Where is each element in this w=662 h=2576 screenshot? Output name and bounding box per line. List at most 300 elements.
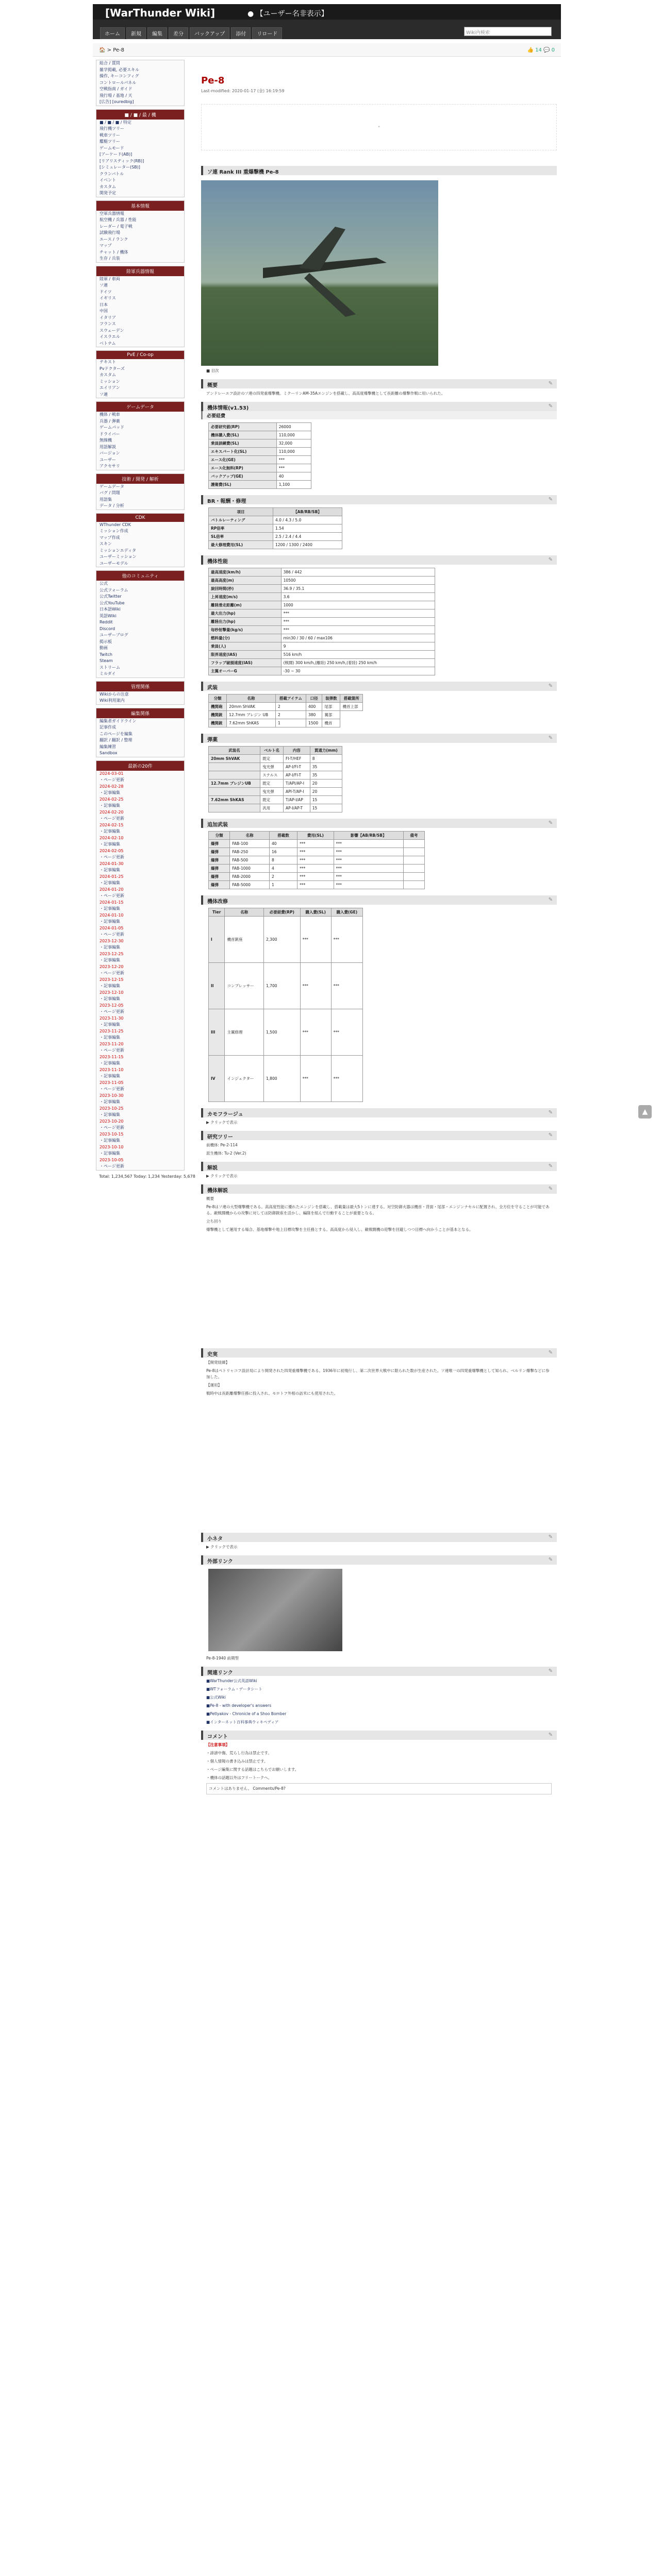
breadcrumb[interactable]: 🏠 > Pe-8 — [99, 47, 124, 53]
table-cell: *** — [300, 1009, 331, 1056]
table-row — [209, 1009, 363, 1056]
sidebar-box-title: ■ / ■ / 最 / 機 — [96, 110, 184, 120]
table-cell: 2.5 / 2.4 / 4.4 — [273, 533, 342, 541]
sidebar-link[interactable]: イギリス — [100, 296, 116, 300]
edit-icon[interactable]: ✎ — [548, 1350, 553, 1355]
sidebar-link[interactable]: チャット / 機体 — [100, 249, 128, 255]
sidebar-link[interactable]: Wiki利用案内 — [100, 698, 125, 703]
update-link[interactable]: ・記事編集 — [100, 906, 120, 911]
table-cell: *** — [334, 856, 403, 865]
sidebar-link[interactable]: 動画 — [100, 646, 108, 650]
external-link[interactable]: ■Petlyakov - Chronicle of a Shoo Bomber — [206, 1711, 287, 1716]
sidebar-link[interactable]: 公式フォーラム — [100, 587, 128, 592]
sidebar-link[interactable]: 飛行機ツリー — [100, 126, 124, 131]
sidebar-box-title: 最新の20件 — [96, 761, 184, 771]
tree-item[interactable]: 派生機体: Tu-2 (Ver.2) — [206, 1151, 246, 1156]
sidebar-box-title: CDK — [96, 514, 184, 522]
section-title: 機体情報(v1.53) — [207, 405, 249, 411]
section-title: 解説 — [207, 1165, 218, 1171]
comment-notice: 【注意事項】 — [206, 1742, 229, 1747]
sidebar-box — [96, 60, 185, 106]
edit-icon[interactable]: ✎ — [548, 1186, 553, 1192]
sidebar-link[interactable]: 艦艇ツリー — [100, 139, 120, 144]
sidebar-link[interactable]: Pvドクターズ — [100, 366, 125, 371]
edit-icon[interactable]: ✎ — [548, 1534, 553, 1540]
sidebar-link[interactable]: ミッションエディタ — [100, 548, 137, 553]
update-date: 2023-10-20 — [100, 1118, 124, 1124]
table-cell: 1,500 — [264, 1009, 301, 1056]
sidebar-link[interactable]: クランバトル — [100, 171, 124, 176]
edit-icon[interactable]: ✎ — [548, 820, 553, 826]
update-date: 2023-12-25 — [100, 951, 124, 956]
table-header-cell: 【AB/RB/SB】 — [273, 508, 342, 516]
sidebar-link[interactable]: 日本 — [100, 302, 108, 307]
table-cell: 1,700 — [264, 963, 301, 1009]
sidebar-link[interactable]: 陸軍 / 車両 — [100, 276, 120, 281]
sidebar-link[interactable]: Sandbox — [100, 751, 118, 755]
sidebar-link[interactable]: ユーザーミッション — [100, 554, 137, 559]
sidebar-link[interactable]: カスタム — [100, 184, 116, 189]
table-cell: RP倍率 — [209, 524, 273, 533]
table-cell: -30 ~ 30 — [281, 667, 435, 675]
external-link[interactable]: ■Pe-8 - with developer's answers — [206, 1703, 272, 1708]
table-cell: 26000 — [276, 423, 311, 431]
banner-title: ソ連 Rank III 重爆撃機 Pe-8 — [207, 170, 279, 175]
update-link[interactable]: ・記事編集 — [100, 868, 120, 872]
sidebar-link[interactable]: ゲームパッド — [100, 425, 124, 430]
sidebar-link[interactable]: コントロールパネル — [100, 80, 137, 85]
sidebar-link[interactable]: ベトナム — [100, 341, 116, 346]
edit-icon[interactable]: ✎ — [548, 897, 553, 903]
sidebar-link[interactable]: 記事作成 — [100, 725, 116, 730]
table-cell: min30 / 30 / 60 / max106 — [281, 634, 435, 642]
comment-form[interactable]: コメントはありません。 Comments/Pe-8? — [206, 1783, 552, 1794]
sidebar-link[interactable]: 雑学掲載, 必要スキル — [100, 67, 140, 72]
breadcrumb-bar — [93, 43, 561, 57]
table-cell: I — [209, 917, 225, 963]
table-cell: SL倍率 — [209, 533, 273, 541]
table-row — [209, 804, 342, 812]
table-cell: T/AP-I/AP — [284, 796, 310, 804]
section-header — [201, 1131, 557, 1140]
table-cell: 36.9 / 35.1 — [281, 585, 435, 593]
update-link[interactable]: ・記事編集 — [100, 984, 120, 988]
update-link[interactable]: ・記事編集 — [100, 803, 120, 808]
update-link[interactable]: ・記事編集 — [100, 1112, 120, 1117]
sidebar-link[interactable]: 兵器 / 弾薬 — [100, 418, 120, 423]
update-link[interactable]: ・ページ更新 — [100, 971, 124, 975]
edit-icon[interactable]: ✎ — [548, 403, 553, 409]
expand-button[interactable]: ▶ クリックで表示 — [206, 1174, 238, 1178]
update-link[interactable]: ・記事編集 — [100, 919, 120, 924]
table-cell: *** — [297, 856, 334, 865]
table-cell: 曳光弾 — [260, 788, 284, 796]
table-cell: *** — [334, 840, 403, 848]
sidebar-link[interactable]: 公式Twitter — [100, 594, 122, 599]
update-link[interactable]: ・記事編集 — [100, 1061, 120, 1065]
table-header-cell: 備考 — [403, 832, 424, 840]
nav-menu-item[interactable]: 添付 — [231, 27, 251, 39]
edit-icon[interactable]: ✎ — [548, 1668, 553, 1674]
site-tagline: ● 【ユーザー名非表示】 — [247, 10, 328, 18]
expand-button[interactable]: ▶ クリックで表示 — [206, 1545, 238, 1549]
sidebar-link[interactable]: ゲームデータ — [100, 484, 124, 489]
sidebar-link[interactable]: ユーザーモデル — [100, 561, 128, 566]
edit-icon[interactable]: ✎ — [548, 683, 553, 689]
update-link[interactable]: ・ページ更新 — [100, 1125, 124, 1130]
sidebar-link[interactable]: 機体 / 戦車 — [100, 412, 120, 417]
nav-menu-item[interactable]: 差分 — [169, 27, 188, 39]
table-cell: 20 — [310, 779, 342, 788]
sidebar-link[interactable]: ストリーム — [100, 665, 120, 670]
sidebar-link[interactable]: 編集者ガイドライン — [100, 718, 137, 723]
section-header — [201, 555, 557, 565]
table-cell: 516 km/h — [281, 651, 435, 659]
sidebar-link[interactable]: [シミュレーター(SB)] — [100, 165, 140, 170]
section-title: 関連リンク — [207, 1670, 233, 1676]
expand-button[interactable]: ▶ クリックで表示 — [206, 1120, 238, 1125]
sidebar-link[interactable]: エース / ランク — [100, 236, 128, 242]
table-cell: 1500 — [306, 719, 322, 727]
table-row — [209, 659, 435, 667]
sidebar-link[interactable]: [広告] [ouredbig] — [100, 99, 134, 104]
sidebar-link[interactable]: アクセサリ — [100, 464, 120, 468]
table-cell: 3.6 — [281, 593, 435, 601]
table-row — [209, 642, 435, 651]
table-cell: 機体購入費(SL) — [209, 431, 277, 439]
table-cell: 35 — [310, 771, 342, 779]
sidebar-link[interactable]: Twitch — [100, 652, 112, 657]
sidebar-link[interactable]: 飛行場 / 基地 / 天 — [100, 93, 133, 98]
scroll-top-button[interactable]: ▲ — [638, 1105, 652, 1118]
update-link[interactable]: ・ページ更新 — [100, 1009, 124, 1014]
update-link[interactable]: ・ページ更新 — [100, 893, 124, 898]
table-row — [209, 963, 363, 1009]
section-title: 弾薬 — [207, 737, 218, 743]
sidebar-link[interactable]: 空軍兵器情報 — [100, 211, 124, 216]
nav-menu-item[interactable]: バックアップ — [190, 27, 229, 39]
update-link[interactable]: ・ページ更新 — [100, 1087, 124, 1091]
sidebar-box-title: PvE / Co-op — [96, 351, 184, 359]
table-cell: 最高高度(m) — [209, 577, 282, 585]
table-cell: 40 — [276, 472, 311, 481]
table-cell: *** — [276, 456, 311, 464]
update-link[interactable]: ・ページ更新 — [100, 1048, 124, 1053]
aircraft-image — [201, 180, 438, 366]
table-row — [209, 779, 342, 788]
update-link[interactable]: ・記事編集 — [100, 829, 120, 834]
plane-silhouette — [201, 180, 438, 366]
update-date: 2023-12-05 — [100, 1003, 124, 1008]
edit-icon[interactable]: ✎ — [548, 1732, 553, 1738]
sidebar-link[interactable]: データ / 分析 — [100, 503, 124, 508]
table-cell: 380 — [306, 711, 322, 719]
table-cell: 20 — [310, 788, 342, 796]
sidebar-link[interactable]: 公式 — [100, 581, 108, 586]
edit-icon[interactable]: ✎ — [548, 381, 553, 386]
edit-icon[interactable]: ✎ — [548, 1132, 553, 1138]
sidebar-link[interactable]: 翻訳 / 翻訳 / 整理 — [100, 738, 133, 742]
table-cell: 旋回時間(秒) — [209, 585, 282, 593]
sidebar-link[interactable]: このページを編集 — [100, 731, 133, 736]
paragraph: 爆撃機として運用する場合、基地爆撃や地上目標攻撃を主任務とする。高高度から侵入し、敵戦闘機の迎撃を回避しつつ目標へ向かうことが基本となる。 — [206, 1227, 473, 1232]
table-cell: 20mm ShVAK — [209, 755, 260, 763]
section-title: 小ネタ — [207, 1536, 223, 1542]
section-title: カモフラージュ — [207, 1112, 243, 1117]
sidebar-link[interactable]: マップ — [100, 243, 112, 248]
table-row — [209, 667, 435, 675]
update-link[interactable]: ・記事編集 — [100, 1074, 120, 1078]
table-header-cell: 購入費(SL) — [300, 908, 331, 917]
sidebar-link[interactable]: 用語集 — [100, 497, 112, 502]
sidebar-link[interactable]: イスラエル — [100, 334, 120, 339]
update-link[interactable]: ・記事編集 — [100, 1099, 120, 1104]
sidebar-link[interactable]: ミッション — [100, 379, 120, 384]
table-row — [209, 585, 435, 593]
sidebar-link[interactable]: 編集練習 — [100, 744, 116, 749]
table-cell: バトルレーティング — [209, 516, 273, 524]
sidebar-link[interactable]: 中国 — [100, 309, 108, 313]
table-cell: 1 — [275, 719, 306, 727]
sidebar-link[interactable]: 総合 / 質問 — [100, 61, 120, 65]
sidebar-link[interactable]: ドイツ — [100, 289, 112, 294]
sidebar-link[interactable]: スキン — [100, 541, 112, 546]
nav-menu-item[interactable]: リロード — [252, 27, 282, 39]
table-row — [209, 577, 435, 585]
sidebar-link[interactable]: 用語解説 — [100, 444, 116, 449]
table-row — [209, 719, 363, 727]
table-cell: *** — [334, 865, 403, 873]
table-cell: IV — [209, 1056, 225, 1102]
sidebar-link[interactable]: ユーザー — [100, 457, 116, 462]
sidebar-link[interactable]: ミッション作成 — [100, 529, 128, 533]
external-link[interactable]: ■WarThunder公式英語Wiki — [206, 1679, 257, 1683]
update-link[interactable]: ・記事編集 — [100, 1151, 120, 1156]
section-header — [201, 1555, 557, 1565]
sidebar-link[interactable]: 試験飛行場 — [100, 230, 120, 235]
table-cell: *** — [300, 963, 331, 1009]
update-date: 2023-10-15 — [100, 1131, 124, 1137]
edit-counts: 👍 14 💬 0 — [527, 47, 555, 53]
table-cell: 主翼修理 — [225, 1009, 264, 1056]
edit-icon[interactable]: ✎ — [548, 1557, 553, 1563]
table-cell: *** — [334, 881, 403, 889]
br-table — [208, 507, 342, 549]
table-cell: *** — [331, 1009, 362, 1056]
update-date: 2023-12-10 — [100, 990, 124, 995]
table-cell: 上昇速度(m/s) — [209, 593, 282, 601]
sidebar-link[interactable]: 空戦指南 / ガイド — [100, 87, 133, 91]
sidebar-link[interactable]: レーダー / 電子戦 — [100, 224, 133, 229]
sidebar-link[interactable]: 公式YouTube — [100, 600, 125, 605]
table-cell: 爆弾 — [209, 856, 230, 865]
nav-menu-item[interactable]: 編集 — [147, 27, 167, 39]
sidebar-box — [96, 109, 185, 197]
sidebar-link[interactable]: テキスト — [100, 360, 116, 364]
sidebar — [96, 60, 195, 1180]
external-link[interactable]: ■インターネット百科事典ウィキペディア — [206, 1720, 279, 1724]
update-link[interactable]: ・ページ更新 — [100, 855, 124, 859]
search-input[interactable]: Wiki内検索 — [464, 27, 552, 36]
update-link[interactable]: ・ページ更新 — [100, 932, 124, 937]
sidebar-link[interactable]: ミルダイ — [100, 671, 116, 676]
sidebar-link[interactable]: カスタム — [100, 372, 116, 377]
sidebar-link[interactable]: 航空機 / 兵器 / 性能 — [100, 217, 137, 222]
table-cell: 曳光弾 — [260, 763, 284, 771]
table-cell — [403, 865, 424, 873]
sidebar-link[interactable]: 無線機 — [100, 438, 112, 443]
sidebar-link[interactable]: フランス — [100, 321, 116, 326]
tree-item[interactable]: 前機体: Pe-2-114 — [206, 1143, 238, 1147]
update-link[interactable]: ・ページ更新 — [100, 816, 124, 821]
paragraph: アンドレーエフ設計のソ連の四発重爆撃機。ミクーリンAM-35Aエンジンを搭載し、高高度爆撃機として長距離の爆撃作戦に用いられた。 — [206, 391, 445, 396]
edit-icon[interactable]: ✎ — [548, 497, 553, 502]
sidebar-link[interactable]: ソ連 — [100, 392, 108, 397]
belt-table — [208, 746, 342, 812]
table-cell — [209, 804, 260, 812]
sidebar-link[interactable]: ソ連 — [100, 283, 108, 287]
update-link[interactable]: ・記事編集 — [100, 842, 120, 846]
update-link[interactable]: ・ページ更新 — [100, 1164, 124, 1168]
update-date: 2024-02-15 — [100, 822, 124, 827]
section-header — [201, 1162, 557, 1171]
sidebar-link[interactable]: 開発予定 — [100, 191, 116, 195]
update-date: 2023-11-30 — [100, 1015, 124, 1021]
table-cell — [403, 881, 424, 889]
table-cell: 既定 — [260, 779, 284, 788]
external-link[interactable]: ■公式Wiki — [206, 1695, 226, 1700]
table-row — [209, 568, 435, 577]
table-row — [209, 771, 342, 779]
update-link[interactable]: ・記事編集 — [100, 1138, 120, 1143]
table-cell: 燃料量(分) — [209, 634, 282, 642]
sidebar-link[interactable]: マップ作成 — [100, 535, 120, 540]
update-link[interactable]: ・ページ更新 — [100, 777, 124, 782]
sidebar-link[interactable]: Discord — [100, 626, 115, 631]
sidebar-link[interactable]: イタリア — [100, 315, 116, 320]
sidebar-link[interactable]: ゲームモード — [100, 145, 124, 150]
sidebar-box-title: 陸軍兵器情報 — [96, 266, 184, 276]
sidebar-link[interactable]: イベント — [100, 178, 116, 182]
toc-link[interactable]: ■ 目次 — [206, 368, 219, 373]
section-title: 史実 — [207, 1352, 218, 1358]
edit-icon[interactable]: ✎ — [548, 1110, 553, 1115]
table-cell: 2,300 — [264, 917, 301, 963]
table-cell: 40 — [270, 840, 297, 848]
sidebar-link[interactable]: [アーケード(AB)] — [100, 152, 133, 157]
section-header — [201, 682, 557, 691]
update-date: 2023-10-05 — [100, 1157, 124, 1162]
update-link[interactable]: ・記事編集 — [100, 945, 120, 950]
table-row — [209, 865, 425, 873]
edit-icon[interactable]: ✎ — [548, 557, 553, 563]
table-header-cell: 分類 — [209, 832, 230, 840]
table-cell: II — [209, 963, 225, 1009]
table-row — [209, 796, 342, 804]
update-link[interactable]: ・記事編集 — [100, 1035, 120, 1040]
table-cell: FAB-5000 — [230, 881, 270, 889]
table-row — [209, 917, 363, 963]
update-date: 2024-01-15 — [100, 900, 124, 905]
update-link[interactable]: ・記事編集 — [100, 958, 120, 962]
section-title: 機体解説 — [207, 1188, 228, 1194]
nav-menu-item[interactable]: ホーム — [100, 27, 125, 39]
external-link[interactable]: ■WTフォーラム・データシート — [206, 1687, 262, 1691]
sidebar-link[interactable]: [リアリスティック(RB)] — [100, 158, 144, 163]
table-cell — [209, 771, 260, 779]
sidebar-link[interactable]: バグ / 問題 — [100, 490, 120, 495]
sidebar-link[interactable]: WThunder CDK — [100, 522, 131, 527]
sidebar-link[interactable]: 掲示板 — [100, 639, 112, 644]
edit-icon[interactable]: ✎ — [548, 735, 553, 741]
table-cell: 1,100 — [276, 481, 311, 489]
sidebar-link[interactable]: エイリアン — [100, 385, 120, 390]
table-cell: 離陸滑走距離(m) — [209, 601, 282, 609]
sidebar-link[interactable]: ■ / ■ / ■ / 特定 — [100, 120, 132, 125]
sidebar-box — [96, 708, 185, 757]
table-cell: (戦闘) 300 km/h,(離陸) 250 km/h,(着陸) 250 km/h — [281, 659, 435, 667]
sidebar-link[interactable]: バージョン — [100, 451, 120, 455]
table-row — [209, 788, 342, 796]
site-title[interactable]: [WarThunder Wiki] — [105, 7, 216, 19]
table-cell: *** — [331, 963, 362, 1009]
table-row — [209, 881, 425, 889]
sidebar-link[interactable]: 日本語Wiki — [100, 607, 121, 612]
main-content — [201, 60, 557, 1797]
sidebar-box — [96, 266, 185, 348]
sidebar-link[interactable]: ドライバー — [100, 431, 120, 436]
update-link[interactable]: ・記事編集 — [100, 996, 120, 1001]
sidebar-link[interactable]: 英語Wiki — [100, 613, 117, 618]
sidebar-link[interactable]: Wikiからの注意 — [100, 691, 129, 697]
section-header — [201, 1348, 557, 1358]
table-row — [209, 873, 425, 881]
table-cell: 機首 — [322, 719, 340, 727]
update-link[interactable]: ・記事編集 — [100, 880, 120, 885]
table-cell: AP-I/AP-T — [284, 804, 310, 812]
table-cell: 毎秒射撃量(kg/s) — [209, 626, 282, 634]
sidebar-box-title: 基本情報 — [96, 201, 184, 211]
table-row — [209, 448, 311, 456]
table-cell: 2 — [270, 873, 297, 881]
table-row — [209, 533, 342, 541]
sidebar-link[interactable]: 戦車ツリー — [100, 132, 120, 138]
table-cell: III — [209, 1009, 225, 1056]
table-row — [209, 593, 435, 601]
sidebar-link[interactable]: Reddit — [100, 620, 113, 624]
table-header-cell: 搭載数 — [270, 832, 297, 840]
sidebar-link[interactable]: スウェーデン — [100, 328, 124, 333]
history-photo — [208, 1569, 342, 1651]
table-row — [209, 609, 435, 618]
update-date: 2023-11-15 — [100, 1054, 124, 1059]
update-link[interactable]: ・記事編集 — [100, 790, 120, 795]
nav-menu-item[interactable]: 新規 — [126, 27, 146, 39]
sidebar-link[interactable]: ユーザーブログ — [100, 633, 128, 637]
update-link[interactable]: ・記事編集 — [100, 1022, 120, 1027]
update-date: 2023-11-20 — [100, 1041, 124, 1046]
sidebar-link[interactable]: Steam — [100, 658, 113, 663]
table-cell: *** — [334, 848, 403, 856]
sidebar-link[interactable]: 生存 / 兵装 — [100, 256, 120, 261]
section-header — [201, 1108, 557, 1117]
sidebar-link[interactable]: 操作, キーコンフィグ — [100, 74, 139, 78]
edit-icon[interactable]: ✎ — [548, 1163, 553, 1169]
table-row — [209, 481, 311, 489]
update-date: 2024-01-20 — [100, 887, 124, 892]
comment-rule: ・誹謗中傷、荒らし行為は禁止です。 — [206, 1751, 272, 1755]
photo-caption: Pe-8-1940 前期型 — [206, 1656, 239, 1660]
